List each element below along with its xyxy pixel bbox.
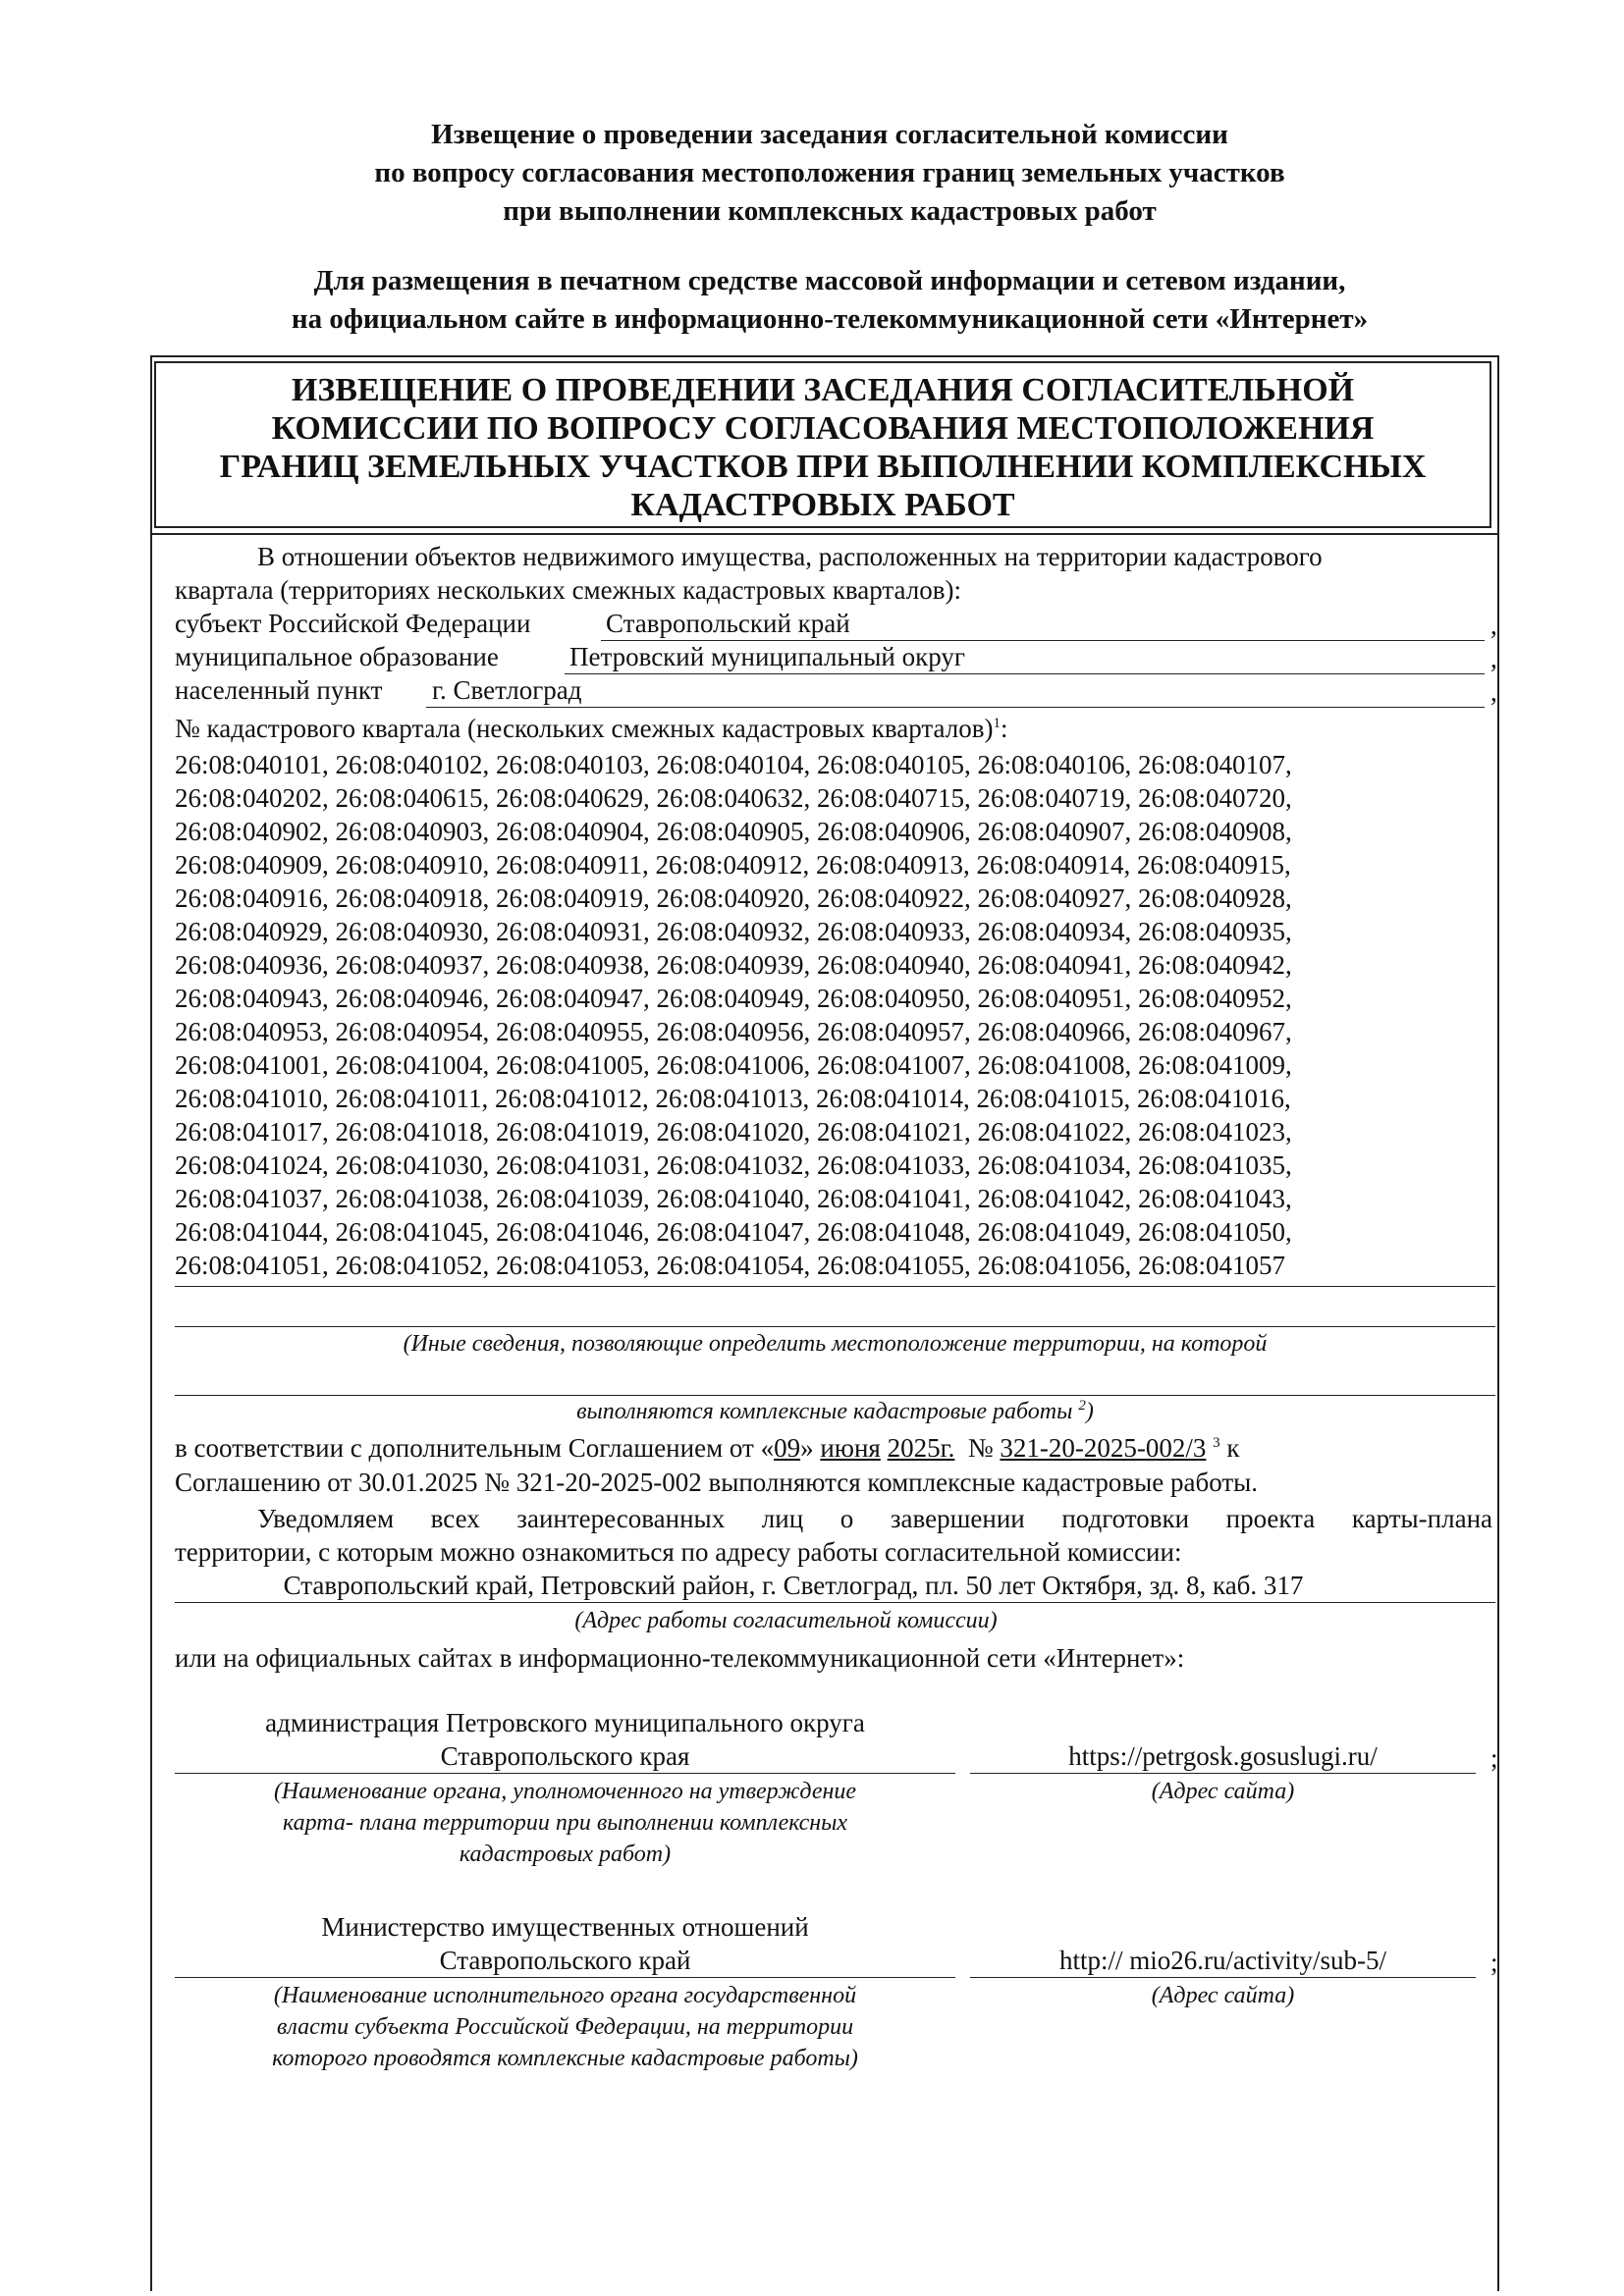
other-info-caption-2 xyxy=(175,1399,1495,1425)
cadastral-line: 26:08:040202, 26:08:040615, 26:08:040629, 26:08:040632, 26:08:040715, 26:08:040719, 26:08:040720, xyxy=(175,783,1292,813)
org2-site-underline xyxy=(970,1977,1476,1978)
intro-line2: квартала (территориях нескольких смежных кадастровых кварталов): xyxy=(175,575,961,605)
org1-caption: (Наименование органа, уполномоченного на утверждение xyxy=(273,1779,857,1804)
cadastral-line: 26:08:041001, 26:08:041004, 26:08:041005, 26:08:041006, 26:08:041007, 26:08:041008, 26:08:041009, xyxy=(175,1050,1292,1080)
agreement-number: 321-20-2025-002/3 xyxy=(1000,1433,1207,1463)
cadastral-line: 26:08:040101, 26:08:040102, 26:08:040103, 26:08:040104, 26:08:040105, 26:08:040106, 26:08:040107, xyxy=(175,750,1292,779)
cadastral-line: 26:08:041017, 26:08:041018, 26:08:041019, 26:08:041020, 26:08:041021, 26:08:041022, 26:08:041023, xyxy=(175,1117,1292,1147)
org2-caption: (Наименование исполнительного органа государственной xyxy=(273,1983,857,2008)
org2-site-caption: (Адрес сайта) xyxy=(1151,1983,1295,2008)
title-line: КОМИССИИ ПО ВОПРОСУ СОГЛАСОВАНИЯ МЕСТОПОЛОЖЕНИЯ xyxy=(271,410,1375,447)
address-caption: (Адрес работы согласительной комиссии) xyxy=(574,1608,998,1633)
agreement-month: июня xyxy=(820,1433,881,1463)
agreement-suffix: к xyxy=(1226,1433,1240,1463)
org2-caption: власти субъекта Российской Федерации, на территории xyxy=(276,2014,854,2040)
cadastral-line: 26:08:040936, 26:08:040937, 26:08:040938, 26:08:040939, 26:08:040940, 26:08:040941, 26:08:040942, xyxy=(175,950,1292,980)
header-subline: на официальном сайте в информационно-телекоммуникационной сети «Интернет» xyxy=(291,303,1369,335)
title-separator xyxy=(150,533,1499,535)
cadastral-line: 26:08:040943, 26:08:040946, 26:08:040947, 26:08:040949, 26:08:040950, 26:08:040951, 26:08:040952, xyxy=(175,984,1292,1013)
caption-text: выполняются комплексные кадастровые работы xyxy=(576,1399,1073,1424)
semicolon: ; xyxy=(1490,1743,1498,1773)
org2-site[interactable]: http:// mio26.ru/activity/sub-5/ xyxy=(1059,1946,1386,1975)
org1-caption: кадастровых работ) xyxy=(459,1842,672,1867)
org1-site-caption: (Адрес сайта) xyxy=(1151,1779,1295,1804)
comma: , xyxy=(1490,644,1497,673)
org1-site-underline xyxy=(970,1773,1476,1774)
cadastral-label xyxy=(175,714,1007,744)
subject-label: субъект Российской Федерации xyxy=(175,609,531,638)
header-line: по вопросу согласования местоположения границ земельных участков xyxy=(374,157,1285,188)
caption-end: ) xyxy=(1085,1399,1094,1424)
notice-title xyxy=(154,361,1491,528)
org1-caption: карта- плана территории при выполнении комплексных xyxy=(282,1810,848,1836)
cadastral-line: 26:08:040916, 26:08:040918, 26:08:040919, 26:08:040920, 26:08:040922, 26:08:040927, 26:08:040928, xyxy=(175,883,1292,913)
other-info-line xyxy=(175,1326,1495,1327)
settlement-label: населенный пункт xyxy=(175,675,383,705)
header-line: при выполнении комплексных кадастровых работ xyxy=(503,195,1157,227)
semicolon: ; xyxy=(1490,1948,1498,1977)
title-line: ГРАНИЦ ЗЕМЕЛЬНЫХ УЧАСТКОВ ПРИ ВЫПОЛНЕНИИ КОМПЛЕКСНЫХ xyxy=(219,449,1427,485)
org2-caption: которого проводятся комплексные кадастровые работы) xyxy=(272,2046,858,2071)
cadastral-colon: : xyxy=(1000,714,1008,743)
agreement-day: 09 xyxy=(774,1433,801,1463)
cadastral-line: 26:08:040953, 26:08:040954, 26:08:040955, 26:08:040956, 26:08:040957, 26:08:040966, 26:08:040967, xyxy=(175,1017,1292,1046)
document-header xyxy=(147,116,1512,339)
commission-address: Ставропольский край, Петровский район, г. Светлоград, пл. 50 лет Октября, зд. 8, каб. 317 xyxy=(283,1571,1304,1600)
cadastral-line: 26:08:041037, 26:08:041038, 26:08:041039, 26:08:041040, 26:08:041041, 26:08:041042, 26:08:041043, xyxy=(175,1184,1292,1213)
cadastral-line: 26:08:040902, 26:08:040903, 26:08:040904, 26:08:040905, 26:08:040906, 26:08:040907, 26:08:040908, xyxy=(175,817,1292,846)
cadastral-line: 26:08:040909, 26:08:040910, 26:08:040911, 26:08:040912, 26:08:040913, 26:08:040914, 26:08:040915, xyxy=(175,850,1291,880)
agreement-line2: Соглашению от 30.01.2025 № 321-20-2025-002 выполняются комплексные кадастровые работы. xyxy=(175,1468,1259,1497)
agreement-number-label: № xyxy=(967,1433,994,1463)
comma: , xyxy=(1490,611,1497,640)
notice-line1: Уведомляем всех заинтересованных лиц о завершении подготовки проекта карты-плана xyxy=(257,1504,1492,1533)
subject-value: Ставропольский край xyxy=(606,609,850,638)
header-subline: Для размещения в печатном средстве массовой информации и сетевом издании, xyxy=(313,265,1346,296)
footnote-mark: 2 xyxy=(1078,1398,1086,1414)
other-info-caption: (Иные сведения, позволяющие определить местоположение территории, на которой xyxy=(403,1331,1268,1357)
settlement-value: г. Светлоград xyxy=(432,675,582,705)
title-line: КАДАСТРОВЫХ РАБОТ xyxy=(630,487,1015,523)
org1-site[interactable]: https://petrgosk.gosuslugi.ru/ xyxy=(1068,1741,1378,1771)
comma: , xyxy=(1490,677,1497,707)
agreement-line xyxy=(175,1433,1240,1464)
cadastral-label-text: № кадастрового квартала (нескольких смежных кадастровых кварталов) xyxy=(175,714,994,743)
agreement-quote: » xyxy=(800,1433,814,1463)
title-line: ИЗВЕЩЕНИЕ О ПРОВЕДЕНИИ ЗАСЕДАНИЯ СОГЛАСИТЕЛЬНОЙ xyxy=(291,372,1355,408)
municipality-value: Петровский муниципальный округ xyxy=(569,642,965,671)
cadastral-line: 26:08:041010, 26:08:041011, 26:08:041012, 26:08:041013, 26:08:041014, 26:08:041015, 26:08:041016, xyxy=(175,1084,1291,1113)
org1-underline xyxy=(175,1773,955,1774)
municipality-label: муниципальное образование xyxy=(175,642,499,671)
agreement-prefix: в соответствии с дополнительным Соглашением от « xyxy=(175,1433,775,1463)
settlement-underline xyxy=(426,707,1485,708)
address-underline xyxy=(175,1602,1495,1603)
org1-name-2: Ставропольского края xyxy=(440,1741,690,1771)
notice-line2: территории, с которым можно ознакомиться по адресу работы согласительной комиссии: xyxy=(175,1537,1182,1567)
cadastral-underline xyxy=(175,1286,1495,1287)
subject-underline xyxy=(601,640,1485,641)
cadastral-line: 26:08:040929, 26:08:040930, 26:08:040931, 26:08:040932, 26:08:040933, 26:08:040934, 26:08:040935, xyxy=(175,917,1292,946)
org2-name: Министерство имущественных отношений xyxy=(321,1912,809,1942)
cadastral-line: 26:08:041024, 26:08:041030, 26:08:041031, 26:08:041032, 26:08:041033, 26:08:041034, 26:08:041035, xyxy=(175,1150,1292,1180)
or-sites-text: или на официальных сайтах в информационно-телекоммуникационной сети «Интернет»: xyxy=(175,1643,1185,1673)
org2-name-2: Ставропольского край xyxy=(439,1946,691,1975)
intro-line1: В отношении объектов недвижимого имущества, расположенных на территории кадастрового xyxy=(257,542,1323,571)
footnote-mark: 1 xyxy=(993,716,1001,731)
agreement-year: 2025г. xyxy=(887,1433,955,1463)
header-line: Извещение о проведении заседания согласительной комиссии xyxy=(431,119,1228,150)
org1-name: администрация Петровского муниципального округа xyxy=(265,1708,865,1737)
footnote-mark: 3 xyxy=(1213,1435,1220,1451)
cadastral-line: 26:08:041044, 26:08:041045, 26:08:041046, 26:08:041047, 26:08:041048, 26:08:041049, 26:08:041050, xyxy=(175,1217,1292,1247)
municipality-underline xyxy=(565,673,1485,674)
cadastral-line: 26:08:041051, 26:08:041052, 26:08:041053, 26:08:041054, 26:08:041055, 26:08:041056, 26:08:041057 xyxy=(175,1251,1286,1280)
other-info-line xyxy=(175,1395,1495,1396)
org2-underline xyxy=(175,1977,955,1978)
cadastral-list xyxy=(175,748,1490,1282)
